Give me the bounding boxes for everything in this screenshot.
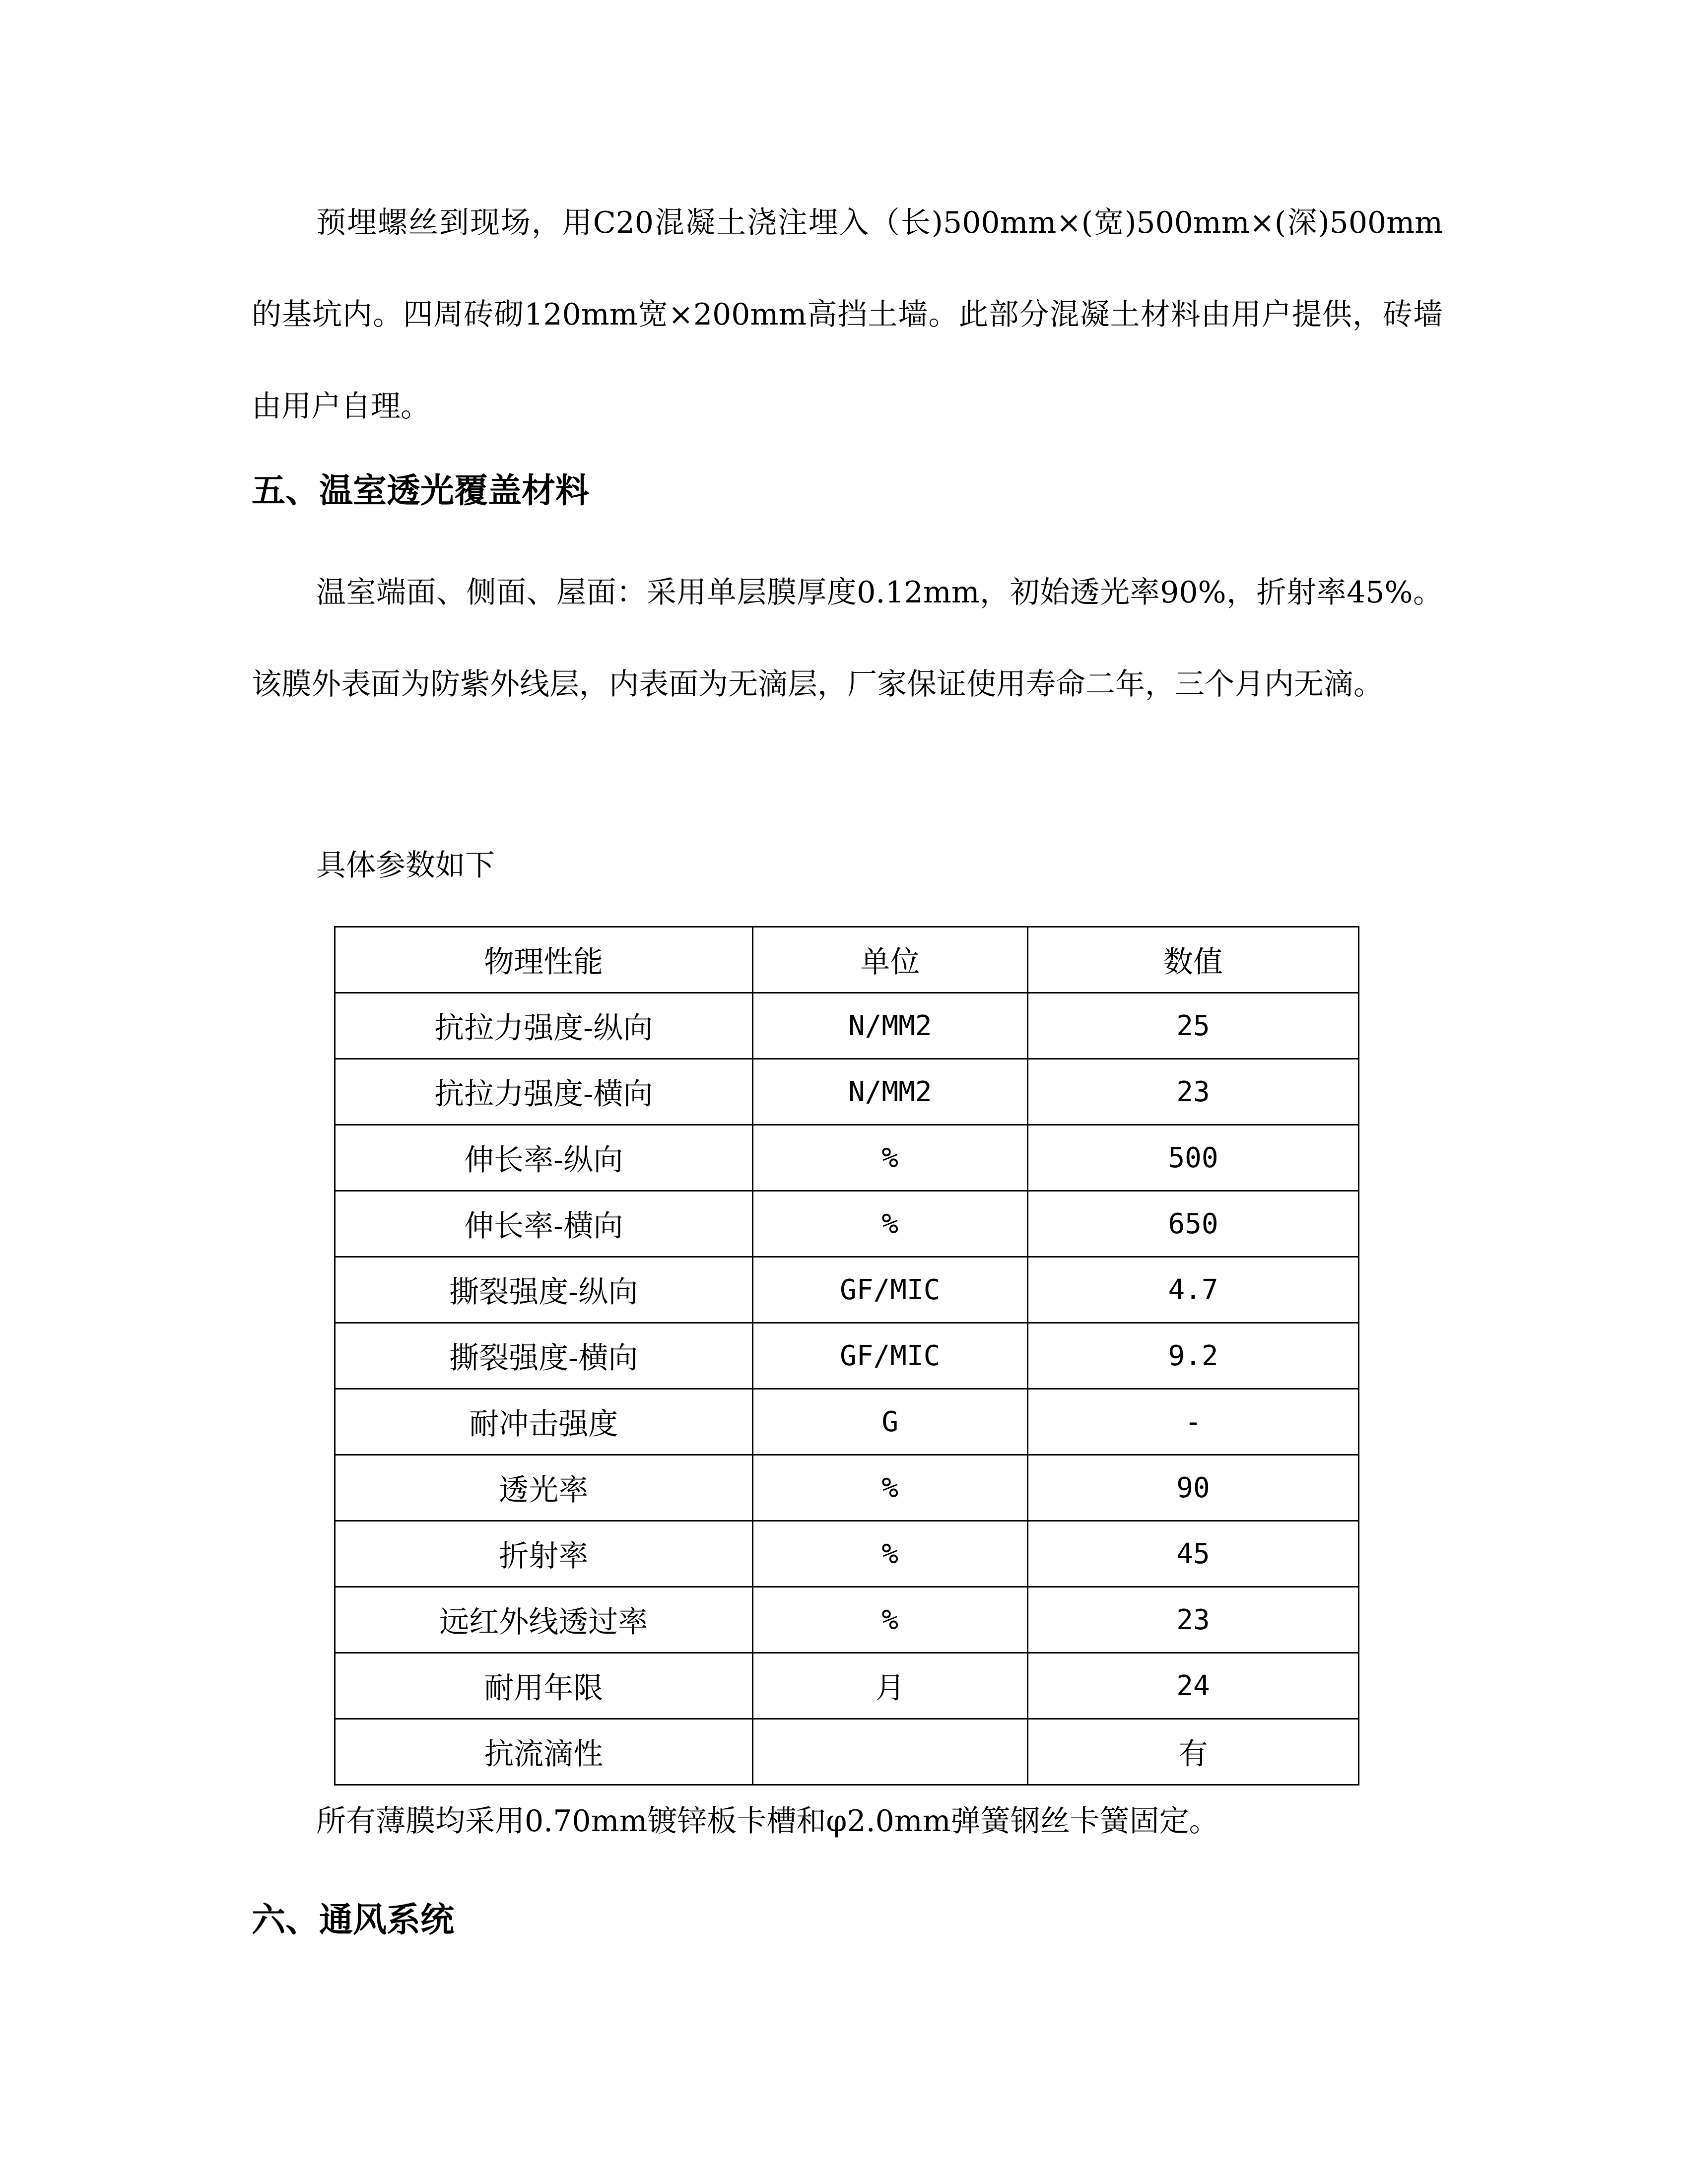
- cell-property: 折射率: [335, 1521, 753, 1587]
- table-row: [335, 993, 1359, 1059]
- section-heading-ventilation: 六、通风系统: [252, 1901, 455, 1940]
- cell-value: 24: [1028, 1653, 1359, 1719]
- cell-property: 耐用年限: [335, 1653, 753, 1719]
- table-row: [335, 1125, 1359, 1191]
- cell-value: -: [1028, 1389, 1359, 1455]
- table-row: [335, 1719, 1359, 1785]
- cell-value: 500: [1028, 1125, 1359, 1191]
- table-header-row: [335, 927, 1359, 993]
- table-row: [335, 1587, 1359, 1653]
- table-row: [335, 1389, 1359, 1455]
- paragraph-foundation: 预埋螺丝到现场，用C20混凝土浇注埋入（长)500mm×(宽)500mm×(深)500mm的基坑内。四周砖砌120mm宽×200mm高挡土墙。此部分混凝土材料由用户提供，砖墙由用户自理。: [252, 205, 1443, 424]
- cell-unit: %: [752, 1191, 1027, 1257]
- cell-property: 抗流滴性: [335, 1719, 753, 1785]
- cell-property: 透光率: [335, 1455, 753, 1521]
- cell-property: 伸长率-纵向: [335, 1125, 753, 1191]
- cell-property: 远红外线透过率: [335, 1587, 753, 1653]
- cell-value: 650: [1028, 1191, 1359, 1257]
- cell-property: 伸长率-横向: [335, 1191, 753, 1257]
- parameters-table: [334, 926, 1359, 1786]
- cell-property: 撕裂强度-纵向: [335, 1257, 753, 1323]
- cell-value: 有: [1028, 1719, 1359, 1785]
- cell-value: 25: [1028, 993, 1359, 1059]
- cell-unit: %: [752, 1521, 1027, 1587]
- cell-unit: G: [752, 1389, 1027, 1455]
- cell-value: 4.7: [1028, 1257, 1359, 1323]
- table-row: [335, 1257, 1359, 1323]
- cell-unit: %: [752, 1455, 1027, 1521]
- table-row: [335, 1323, 1359, 1389]
- cell-value: 45: [1028, 1521, 1359, 1587]
- paragraph-params-intro: 具体参数如下: [316, 848, 495, 883]
- header-value: 数值: [1028, 927, 1359, 993]
- table-row: [335, 1455, 1359, 1521]
- header-unit: 单位: [752, 927, 1027, 993]
- cell-unit: %: [752, 1587, 1027, 1653]
- cell-value: 90: [1028, 1455, 1359, 1521]
- cell-property: 抗拉力强度-纵向: [335, 993, 753, 1059]
- cell-unit: %: [752, 1125, 1027, 1191]
- paragraph-film-description: 温室端面、侧面、屋面：采用单层膜厚度0.12mm，初始透光率90%，折射率45%。该膜外表面为防紫外线层，内表面为无滴层，厂家保证使用寿命二年，三个月内无滴。: [252, 575, 1443, 702]
- cell-unit: GF/MIC: [752, 1323, 1027, 1389]
- cell-unit: GF/MIC: [752, 1257, 1027, 1323]
- header-property: 物理性能: [335, 927, 753, 993]
- cell-value: 9.2: [1028, 1323, 1359, 1389]
- table-row: [335, 1653, 1359, 1719]
- cell-unit: N/MM2: [752, 1059, 1027, 1125]
- cell-property: 撕裂强度-横向: [335, 1323, 753, 1389]
- cell-unit: 月: [752, 1653, 1027, 1719]
- table-row: [335, 1059, 1359, 1125]
- table-row: [335, 1191, 1359, 1257]
- table-row: [335, 1521, 1359, 1587]
- paragraph-fixing-method: 所有薄膜均采用0.70mm镀锌板卡槽和φ2.0mm弹簧钢丝卡簧固定。: [316, 1804, 1219, 1839]
- section-heading-covering-material: 五、温室透光覆盖材料: [252, 471, 590, 511]
- cell-property: 耐冲击强度: [335, 1389, 753, 1455]
- cell-value: 23: [1028, 1587, 1359, 1653]
- cell-value: 23: [1028, 1059, 1359, 1125]
- cell-unit: [752, 1719, 1027, 1785]
- cell-unit: N/MM2: [752, 993, 1027, 1059]
- cell-property: 抗拉力强度-横向: [335, 1059, 753, 1125]
